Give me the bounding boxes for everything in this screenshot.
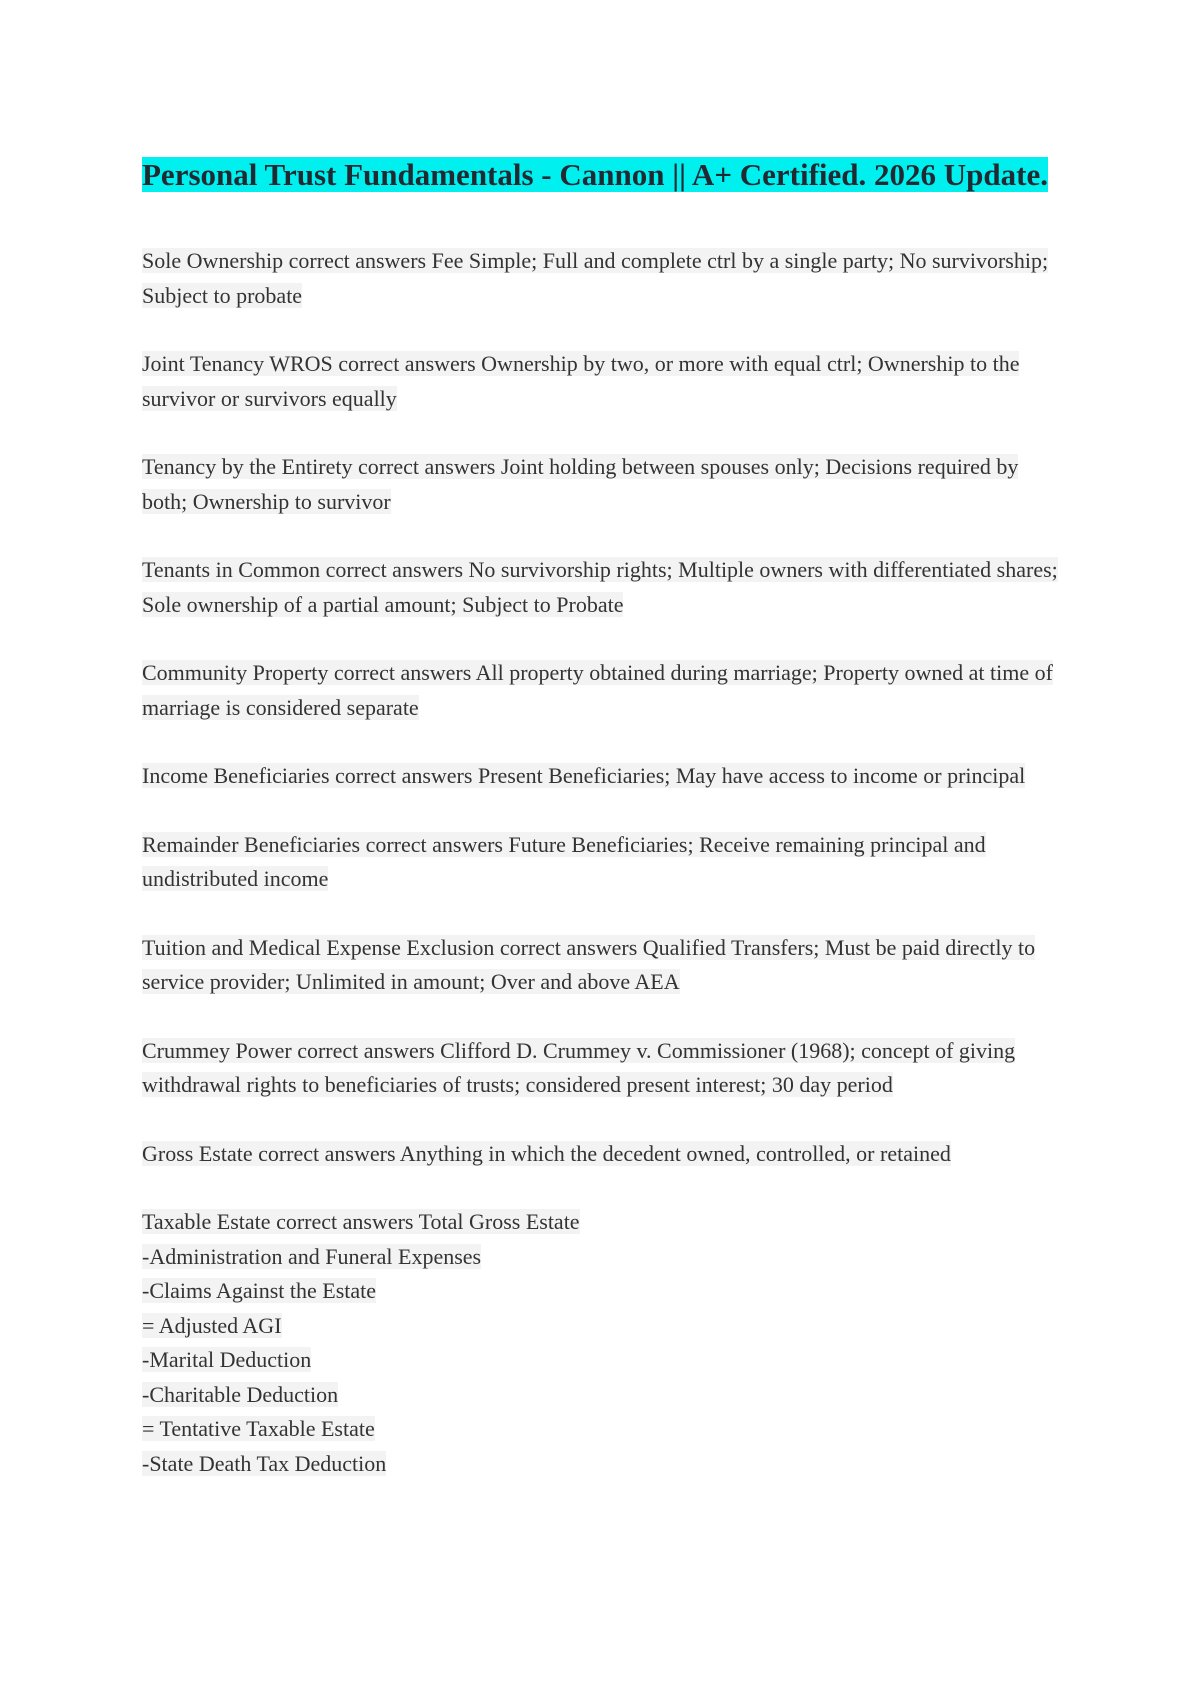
- entry-list: [142, 244, 1062, 1481]
- entry-sole-ownership: Sole Ownership correct answers Fee Simple; Full and complete ctrl by a single party; No survivorship; Subject to probate: [142, 248, 1049, 308]
- entry-gross-estate: Gross Estate correct answers Anything in which the decedent owned, controlled, or retained: [142, 1140, 951, 1166]
- entry-tuition-medical-exclusion: Tuition and Medical Expense Exclusion correct answers Qualified Transfers; Must be paid directly to service provider; Unlimited in amount; Over and above AEA: [142, 934, 1036, 994]
- taxable-estate-line: -Marital Deduction: [142, 1347, 312, 1372]
- taxable-estate-line: -Charitable Deduction: [142, 1381, 339, 1407]
- entry-tenants-in-common: Tenants in Common correct answers No survivorship rights; Multiple owners with differentiated shares; Sole ownership of a partial amount; Subject to Probate: [142, 557, 1058, 617]
- document-title-text: Personal Trust Fundamentals - Cannon || A+ Certified. 2026 Update.: [142, 157, 1048, 192]
- entry-community-property: Community Property correct answers All property obtained during marriage; Property owned at time of marriage is considered separate: [142, 660, 1053, 720]
- taxable-estate-line: = Tentative Taxable Estate: [142, 1416, 375, 1441]
- document-title: [142, 150, 1062, 200]
- entry-joint-tenancy-wros: Joint Tenancy WROS correct answers Ownership by two, or more with equal ctrl; Ownership to the survivor or survivors equally: [142, 351, 1020, 411]
- taxable-estate-line: -Claims Against the Estate: [142, 1278, 377, 1303]
- taxable-estate-line: Taxable Estate correct answers Total Gross Estate: [142, 1209, 580, 1234]
- entry-tenancy-by-entirety: Tenancy by the Entirety correct answers Joint holding between spouses only; Decisions required by both; Ownership to survivor: [142, 454, 1019, 514]
- entry-remainder-beneficiaries: Remainder Beneficiaries correct answers Future Beneficiaries; Receive remaining principal and undistributed income: [142, 831, 986, 891]
- taxable-estate-line: -State Death Tax Deduction: [142, 1450, 387, 1476]
- entry-taxable-estate: [142, 1205, 1062, 1481]
- taxable-estate-line: = Adjusted AGI: [142, 1312, 282, 1338]
- entry-income-beneficiaries: Income Beneficiaries correct answers Present Beneficiaries; May have access to income or principal: [142, 763, 1026, 788]
- taxable-estate-line: -Administration and Funeral Expenses: [142, 1243, 482, 1269]
- document-page: [142, 150, 1062, 1515]
- entry-crummey-power: Crummey Power correct answers Clifford D. Crummey v. Commissioner (1968); concept of giving withdrawal rights to beneficiaries of trusts; considered present interest; 30 day period: [142, 1037, 1016, 1097]
